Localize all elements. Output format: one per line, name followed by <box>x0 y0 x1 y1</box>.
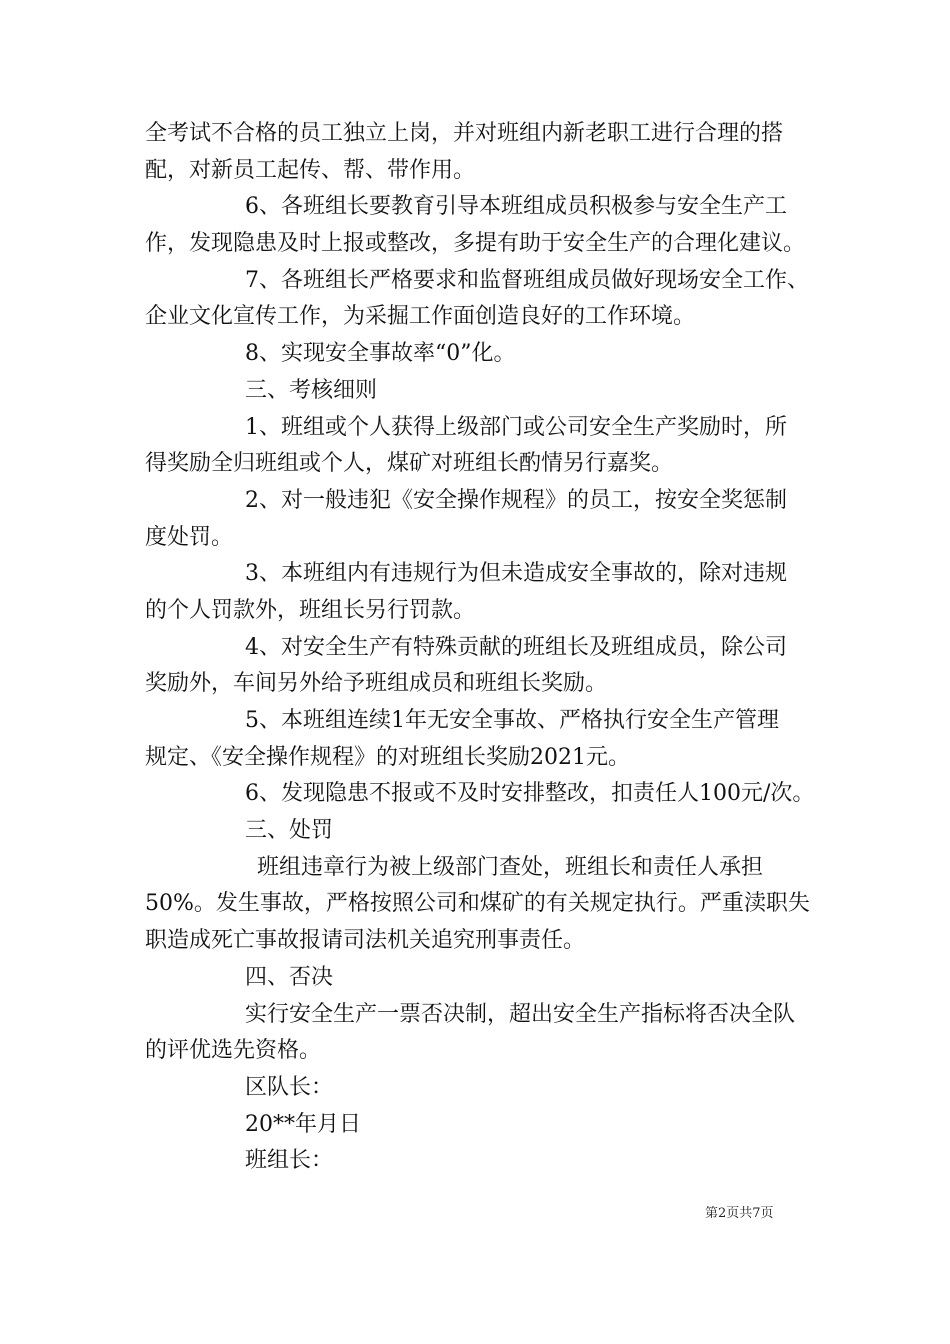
section-heading: 三、处罚 <box>245 818 334 844</box>
text-line: 50%。发生事故，严格按照公司和煤矿的有关规定执行。严重渎职失 <box>145 891 810 917</box>
text-line: 企业文化宣传工作，为采掘工作面创造良好的工作环境。 <box>145 304 696 330</box>
text-line: 奖励外，车间另外给予班组成员和班组长奖励。 <box>145 671 608 697</box>
text-line: 配，对新员工起传、帮、带作用。 <box>145 157 476 183</box>
text-line: 2、对一般违犯《安全操作规程》的员工，按安全奖惩制 <box>245 487 787 513</box>
text-line: 的评优选先资格。 <box>145 1038 322 1064</box>
text-line: 6、各班组长要教育引导本班组成员积极参与安全生产工 <box>245 194 787 220</box>
text-line: 全考试不合格的员工独立上岗，并对班组内新老职工进行合理的搭 <box>145 121 784 146</box>
text-line: 实行安全生产一票否决制，超出安全生产指标将否决全队 <box>245 1001 796 1027</box>
text-line: 8、实现安全事故率“0”化。 <box>245 341 516 367</box>
text-line: 班组违章行为被上级部门查处，班组长和责任人承担 <box>257 854 764 880</box>
text-line: 3、本班组内有违规行为但未造成安全事故的，除对违规 <box>245 561 787 587</box>
section-heading: 四、否决 <box>245 964 334 990</box>
text-line: 度处罚。 <box>145 524 234 550</box>
text-line: 规定、《安全操作规程》的对班组长奖励2021元。 <box>145 744 630 770</box>
date-line: 20**年月日 <box>245 1111 361 1137</box>
document-body <box>145 116 815 1180</box>
signature-label: 班组长： <box>245 1148 334 1174</box>
text-line: 4、对安全生产有特殊贡献的班组长及班组成员，除公司 <box>245 634 787 660</box>
text-line: 1、班组或个人获得上级部门或公司安全生产奖励时，所 <box>245 414 787 440</box>
text-line: 6、发现隐患不报或不及时安排整改，扣责任人100元/次。 <box>245 781 815 807</box>
text-line: 作，发现隐患及时上报或整改，多提有助于安全生产的合理化建议。 <box>145 231 806 257</box>
section-heading: 三、考核细则 <box>245 377 378 403</box>
page-number: 第2页共7页 <box>705 1206 774 1221</box>
text-line: 得奖励全归班组或个人，煤矿对班组长酌情另行嘉奖。 <box>145 451 674 477</box>
text-line: 职造成死亡事故报请司法机关追究刑事责任。 <box>145 928 586 954</box>
text-line: 7、各班组长严格要求和监督班组成员做好现场安全工作、 <box>245 267 809 293</box>
text-line: 的个人罚款外，班组长另行罚款。 <box>145 597 476 623</box>
text-line: 5、本班组连续1年无安全事故、严格执行安全生产管理 <box>245 708 779 733</box>
signature-label: 区队长： <box>245 1074 334 1100</box>
